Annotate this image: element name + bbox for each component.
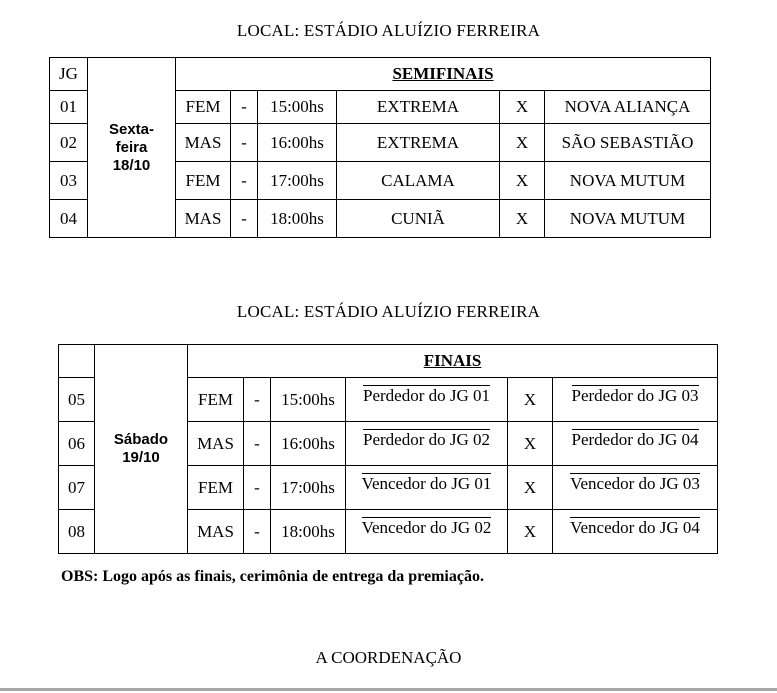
team-1: CALAMA xyxy=(337,162,500,200)
game-time: 17:00hs xyxy=(271,466,346,510)
semifinals-title: SEMIFINAIS xyxy=(176,58,711,91)
team-2: SÃO SEBASTIÃO xyxy=(545,124,711,162)
local-heading-semifinals: LOCAL: ESTÁDIO ALUÍZIO FERREIRA xyxy=(236,21,541,40)
team-2: NOVA MUTUM xyxy=(545,200,711,238)
obs-note: OBS: Logo após as finais, cerimônia de entrega da premiação. xyxy=(61,568,484,585)
jg-number: 07 xyxy=(59,466,95,510)
day-cell-saturday xyxy=(95,345,188,554)
category: MAS xyxy=(176,124,231,162)
page-bottom-divider xyxy=(0,688,777,691)
jg-number: 05 xyxy=(59,378,95,422)
day-label: Sábado 19/10 xyxy=(113,431,169,466)
category: MAS xyxy=(176,200,231,238)
team-1-placeholder xyxy=(346,466,508,510)
separator: - xyxy=(231,162,258,200)
separator: - xyxy=(244,466,271,510)
versus: X xyxy=(500,200,545,238)
team-2-label: Vencedor do JG 03 xyxy=(570,474,700,493)
separator: - xyxy=(244,378,271,422)
day-label: Sexta- feira 18/10 xyxy=(108,120,155,174)
team-2-label: Perdedor do JG 04 xyxy=(571,430,699,449)
coordination-signature: A COORDENAÇÃO xyxy=(315,648,462,667)
semifinals-header-row xyxy=(50,58,711,91)
separator: - xyxy=(244,422,271,466)
game-time: 16:00hs xyxy=(258,124,337,162)
separator: - xyxy=(244,510,271,554)
separator: - xyxy=(231,91,258,124)
category: MAS xyxy=(188,422,244,466)
game-time: 18:00hs xyxy=(271,510,346,554)
jg-number: 06 xyxy=(59,422,95,466)
category: MAS xyxy=(188,510,244,554)
team-1: CUNIÃ xyxy=(337,200,500,238)
finals-table xyxy=(58,344,718,554)
team-2-placeholder xyxy=(553,466,718,510)
jg-number: 08 xyxy=(59,510,95,554)
versus: X xyxy=(508,422,553,466)
team-1-label: Vencedor do JG 01 xyxy=(361,474,492,493)
versus: X xyxy=(500,91,545,124)
category: FEM xyxy=(188,466,244,510)
team-2-label: Perdedor do JG 03 xyxy=(571,386,699,405)
team-2: NOVA MUTUM xyxy=(545,162,711,200)
team-1-label: Perdedor do JG 02 xyxy=(362,430,490,449)
finals-header-row xyxy=(59,345,718,378)
game-time: 16:00hs xyxy=(271,422,346,466)
jg-number: 01 xyxy=(50,91,88,124)
jg-number: 04 xyxy=(50,200,88,238)
game-time: 15:00hs xyxy=(271,378,346,422)
game-time: 15:00hs xyxy=(258,91,337,124)
team-2-placeholder xyxy=(553,378,718,422)
category: FEM xyxy=(176,162,231,200)
separator: - xyxy=(231,124,258,162)
team-2-placeholder xyxy=(553,510,718,554)
team-1-label: Perdedor do JG 01 xyxy=(362,386,490,405)
team-1-label: Vencedor do JG 02 xyxy=(361,518,492,537)
team-1-placeholder xyxy=(346,422,508,466)
game-time: 18:00hs xyxy=(258,200,337,238)
category: FEM xyxy=(176,91,231,124)
day-cell-friday xyxy=(88,58,176,238)
team-1: EXTREMA xyxy=(337,91,500,124)
team-1: EXTREMA xyxy=(337,124,500,162)
category: FEM xyxy=(188,378,244,422)
team-2: NOVA ALIANÇA xyxy=(545,91,711,124)
team-1-placeholder xyxy=(346,510,508,554)
team-2-label: Vencedor do JG 04 xyxy=(570,518,700,537)
jg-header-empty xyxy=(59,345,95,378)
jg-number: 03 xyxy=(50,162,88,200)
versus: X xyxy=(500,162,545,200)
versus: X xyxy=(508,378,553,422)
jg-header: JG xyxy=(50,58,88,91)
team-1-placeholder xyxy=(346,378,508,422)
versus: X xyxy=(500,124,545,162)
versus: X xyxy=(508,466,553,510)
separator: - xyxy=(231,200,258,238)
game-time: 17:00hs xyxy=(258,162,337,200)
team-2-placeholder xyxy=(553,422,718,466)
versus: X xyxy=(508,510,553,554)
jg-number: 02 xyxy=(50,124,88,162)
finals-title: FINAIS xyxy=(188,345,718,378)
semifinals-table xyxy=(49,57,711,238)
local-heading-finals: LOCAL: ESTÁDIO ALUÍZIO FERREIRA xyxy=(236,302,541,321)
